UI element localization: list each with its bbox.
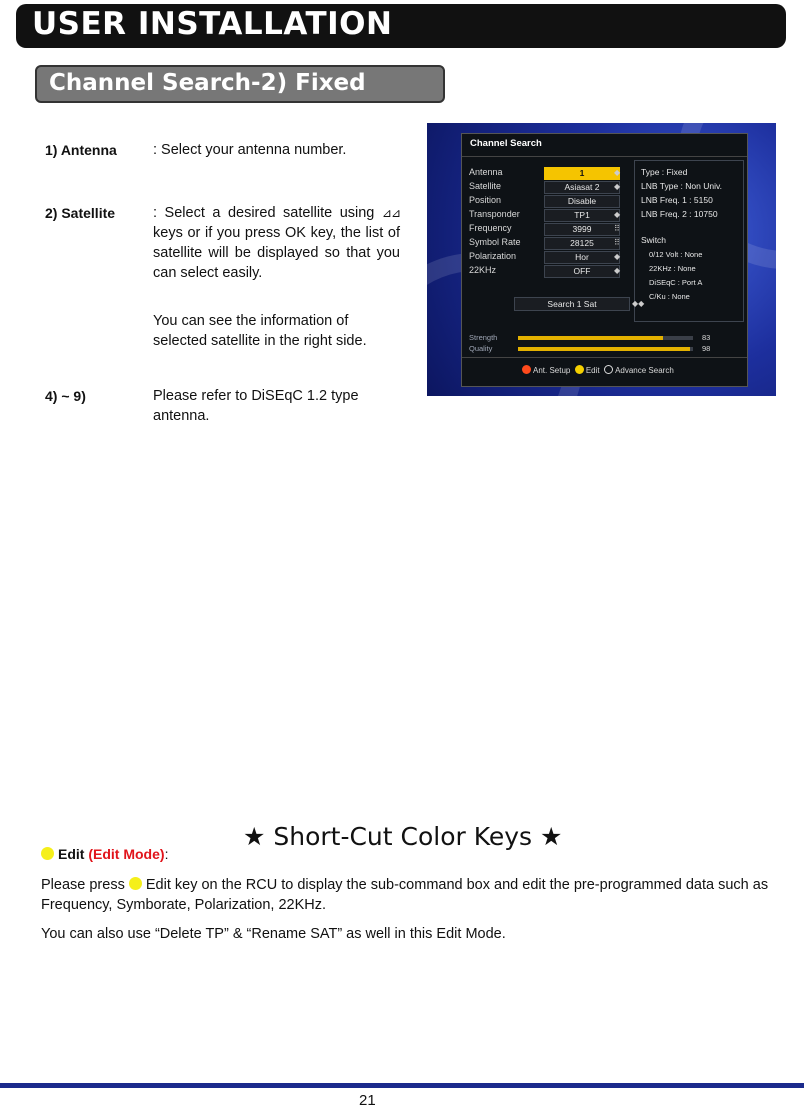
info-switch-title: Switch xyxy=(641,235,667,245)
shortcut-title: ★ Short-Cut Color Keys ★ xyxy=(243,822,563,851)
step-satellite-term: 2) Satellite xyxy=(45,205,116,221)
yellow-key-icon xyxy=(129,877,142,890)
edit-mode-heading xyxy=(41,846,168,862)
section-tab xyxy=(35,65,445,103)
step-satellite-desc xyxy=(153,203,400,283)
info-lnb-freq-2: LNB Freq. 2 : 10750 xyxy=(641,209,718,219)
osd-field-antenna[interactable]: 1 xyxy=(544,167,620,180)
numeric-keypad-icon: ⠿ xyxy=(614,224,620,233)
info-switch-voltage: 0/12 Volt : None xyxy=(649,250,703,259)
osd-label-antenna: Antenna xyxy=(469,167,503,177)
search-button-label: Search 1 Sat xyxy=(547,299,597,309)
step-satellite-desc-rest: keys or if you press OK key, the list of satellite will be displayed so that you can select easily. xyxy=(153,225,400,281)
osd-title: Channel Search xyxy=(470,138,542,149)
info-lnb-freq-1: LNB Freq. 1 : 5150 xyxy=(641,195,713,205)
legend-advance-search: Advance Search xyxy=(615,366,674,375)
left-right-arrow-icon: ◆ xyxy=(614,168,621,177)
osd-field-satellite[interactable]: Asiasat 2 xyxy=(544,181,620,194)
edit-instructions-a: Please press xyxy=(41,877,125,893)
osd-divider xyxy=(462,156,747,157)
info-lnb-type: LNB Type : Non Univ. xyxy=(641,181,722,191)
osd-label-polarization: Polarization xyxy=(469,251,517,261)
osd-field-symbol-rate[interactable]: 28125 xyxy=(544,237,620,250)
osd-divider xyxy=(462,357,747,358)
search-1-sat-button[interactable] xyxy=(514,297,630,311)
edit-instructions xyxy=(41,875,786,915)
step-satellite-desc-line1: : Select a desired satellite using xyxy=(153,205,375,221)
osd-color-key-legend xyxy=(522,365,674,375)
osd-label-frequency: Frequency xyxy=(469,223,512,233)
step-antenna-term: 1) Antenna xyxy=(45,142,117,158)
left-right-arrow-icon: ◆ xyxy=(614,252,621,261)
numeric-keypad-icon: ⠿ xyxy=(614,238,620,247)
osd-label-22khz: 22KHz xyxy=(469,265,497,275)
osd-field-frequency[interactable]: 3999 xyxy=(544,223,620,236)
edit-label: Edit xyxy=(58,846,85,862)
quality-label: Quality xyxy=(469,344,493,353)
info-switch-cku: C/Ku : None xyxy=(649,292,690,301)
quality-meter-fill xyxy=(518,347,690,351)
page-title: USER INSTALLATION xyxy=(32,6,393,42)
info-switch-diseqc: DiSEqC : Port A xyxy=(649,278,703,287)
edit-instructions-b: Edit key on the RCU to display the sub-command box and edit the pre-programmed data such as Frequency, Symborate, Polarization, 22KHz. xyxy=(41,877,769,913)
quality-meter xyxy=(518,347,693,351)
white-key-icon xyxy=(604,365,613,374)
osd-field-polarization[interactable]: Hor xyxy=(544,251,620,264)
step-diseqc-term: 4) ~ 9) xyxy=(45,388,86,404)
legend-edit: Edit xyxy=(585,366,600,375)
left-right-keys-icon: ⊿⊿ xyxy=(381,206,401,220)
yellow-key-icon xyxy=(41,847,54,860)
section-title: Channel Search-2) Fixed xyxy=(49,70,366,96)
osd-field-22khz[interactable]: OFF xyxy=(544,265,620,278)
satellite-info-box xyxy=(634,160,744,322)
step-antenna-desc: : Select your antenna number. xyxy=(153,142,347,158)
strength-label: Strength xyxy=(469,333,498,342)
edit-mode-label: (Edit Mode) xyxy=(88,846,165,862)
step-diseqc-desc: Please refer to DiSEqC 1.2 type antenna. xyxy=(153,388,359,424)
footer-rule xyxy=(0,1083,804,1088)
strength-meter-fill xyxy=(518,336,663,340)
osd-panel xyxy=(461,133,748,387)
header-bar xyxy=(16,4,786,48)
edit-extra-info: You can also use “Delete TP” & “Rename SAT” as well in this Edit Mode. xyxy=(41,926,506,942)
left-right-arrow-icon: ◆ xyxy=(614,182,621,191)
step-satellite-desc2: You can see the information of selected satellite in the right side. xyxy=(153,313,367,349)
red-key-icon xyxy=(522,365,531,374)
channel-search-screen xyxy=(427,123,776,396)
left-right-arrow-icon: ◆ xyxy=(614,210,621,219)
info-type: Type : Fixed xyxy=(641,167,688,177)
info-switch-22khz: 22KHz : None xyxy=(649,264,696,273)
osd-label-symbol-rate: Symbol Rate xyxy=(469,237,521,247)
left-right-arrow-icon: ◆ xyxy=(614,266,621,275)
edit-colon: : xyxy=(164,846,169,862)
osd-field-position[interactable]: Disable xyxy=(544,195,620,208)
legend-ant-setup: Ant. Setup xyxy=(533,366,571,375)
osd-label-transponder: Transponder xyxy=(469,209,520,219)
osd-label-satellite: Satellite xyxy=(469,181,502,191)
left-right-arrow-icon: ◆◆ xyxy=(632,299,645,308)
osd-field-transponder[interactable]: TP1 xyxy=(544,209,620,222)
page-number: 21 xyxy=(359,1092,376,1109)
quality-value: 98 xyxy=(702,344,711,353)
osd-label-position: Position xyxy=(469,195,502,205)
strength-value: 83 xyxy=(702,333,711,342)
yellow-key-icon xyxy=(575,365,584,374)
strength-meter xyxy=(518,336,693,340)
